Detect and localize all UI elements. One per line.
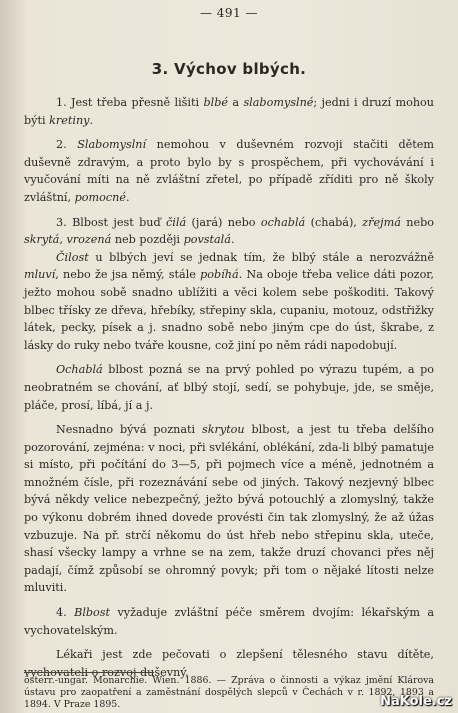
- italic-text: zřejmá: [362, 215, 401, 229]
- text-run: ,: [59, 233, 67, 247]
- text-run: .: [230, 233, 235, 247]
- paragraph-7: [24, 604, 434, 639]
- text-run: (chabá),: [305, 215, 363, 229]
- text-run: u blbých jeví se jednak tím, že blbý stále a nerozvážně: [88, 250, 434, 264]
- italic-text: Ochablá: [56, 363, 103, 377]
- italic-text: vrozená: [66, 233, 112, 247]
- text-run: Lékaři jest zde pečovati o zlepšení tělesného stavu dítěte, vychovateli o rozvoj duševný.: [24, 648, 434, 679]
- footnote: österr.-ungar. Monarchie. Wien. 1886. — Zpráva o činnosti a výkaz jmění Klárova ústavu pro zaopatření a zaměstnání dospělých slepců v Čechách v r. 1892, 1893 a 1894. V Praze 1895.: [24, 675, 434, 710]
- text-run: blbost pozná se na prvý pohled po výrazu tupém, a po neobratném se chování, ať blbý stojí, sedí, se pohybuje, jde, se směje, pláče, prosí, líbá, jí a j.: [24, 363, 434, 412]
- watermark: NaKole.cz: [380, 694, 452, 709]
- body-text: [24, 94, 434, 681]
- paragraph-2: [24, 136, 434, 206]
- text-run: 2.: [56, 138, 78, 152]
- text-run: 1. Jest třeba přesně lišiti: [56, 96, 204, 109]
- text-run: 4.: [56, 606, 75, 620]
- paragraph-5: [24, 361, 434, 414]
- text-run: neb později: [111, 233, 184, 247]
- text-run: (jará) nebo: [186, 215, 261, 229]
- paragraph-6: [24, 421, 434, 597]
- italic-text: Blbost: [74, 606, 111, 620]
- italic-text: skrytá: [24, 233, 60, 247]
- italic-text: povstalá: [183, 233, 231, 247]
- italic-text: pobíhá: [200, 268, 239, 282]
- text-run: Nesnadno bývá poznati: [56, 423, 202, 437]
- italic-text: mluví: [24, 268, 56, 282]
- text-run: 3. Blbost jest buď: [56, 215, 167, 229]
- text-run: blbost, a jest tu třeba delšího pozorování, zejména: v noci, při svlékání, oblékání, zda-li blbý pamatuje si místo, při počítání do 3—5, při pojmech více a méně, jednotném a množném čísle, při rozeznávání sebe od jiných. Takový nezjevný blbec bývá někdy velice nebezpečný, ježto bývá potouchlý a zlomyslný, takže po výkonu dobrém ihned dovede provésti čin tak zlomyslný, že až úžas vzbuzuje. Na př. strčí někomu do úst hřeb nebo střepinu skla, uteče, shasí všecky lampy a vrhne se na zem, takže druzí chovanci přes něj padají, čímž způsobí se ohromný povyk; při tom o nějaké lítosti nelze mluviti.: [24, 423, 434, 595]
- italic-text: skrytou: [202, 423, 245, 437]
- text-run: vyžaduje zvláštní péče směrem dvojím: lékařským a vychovatelským.: [24, 606, 435, 637]
- paragraph-3: [24, 214, 434, 249]
- text-run: , nebo že jsa němý, stále: [55, 268, 201, 282]
- text-run: ; jedni i druzí mohou býti: [24, 96, 434, 127]
- italic-text: Čilost: [56, 250, 89, 264]
- italic-text: ochablá: [260, 215, 306, 229]
- text-run: .: [89, 113, 94, 127]
- text-run: nebo: [400, 215, 435, 229]
- text-run: .: [125, 190, 130, 204]
- italic-text: čilá: [166, 215, 187, 229]
- paragraph-1: [24, 94, 434, 129]
- italic-text: Slabomyslní: [77, 138, 147, 152]
- text-run: . Na oboje třeba velice dáti pozor, ježto mohou sobě snadno ublížiti a věci kolem sebe poškoditi. Takový blbec třísky ze dřeva, hřebíky, střepiny skla, cupaniu, motouz, odstřižky látek, pecky, písek a j. snadno sobě nebo jiným cpe do úst, škrabe, z lásky do ruky nebo tváře kousne, což jiní po něm rádi napodobují.: [24, 268, 434, 352]
- paragraph-4: [24, 249, 434, 355]
- italic-text: blbé: [203, 96, 228, 109]
- italic-text: pomocné: [74, 190, 126, 204]
- section-title: 3. Výchov blbých.: [151, 60, 307, 78]
- page-number: — 491 —: [199, 6, 259, 20]
- italic-text: slabomyslné: [243, 96, 314, 109]
- italic-text: kretiny: [49, 113, 90, 127]
- text-run: a: [228, 96, 244, 109]
- footnote-divider: [24, 672, 154, 673]
- text-run: nemohou v duševném rozvoji stačiti dětem duševně zdravým, a proto bylo by s prospěchem, při vychovávání i vyučování míti na ně zvláštní zřetel, po případě zříditi pro ně školy zvláštní,: [24, 138, 435, 204]
